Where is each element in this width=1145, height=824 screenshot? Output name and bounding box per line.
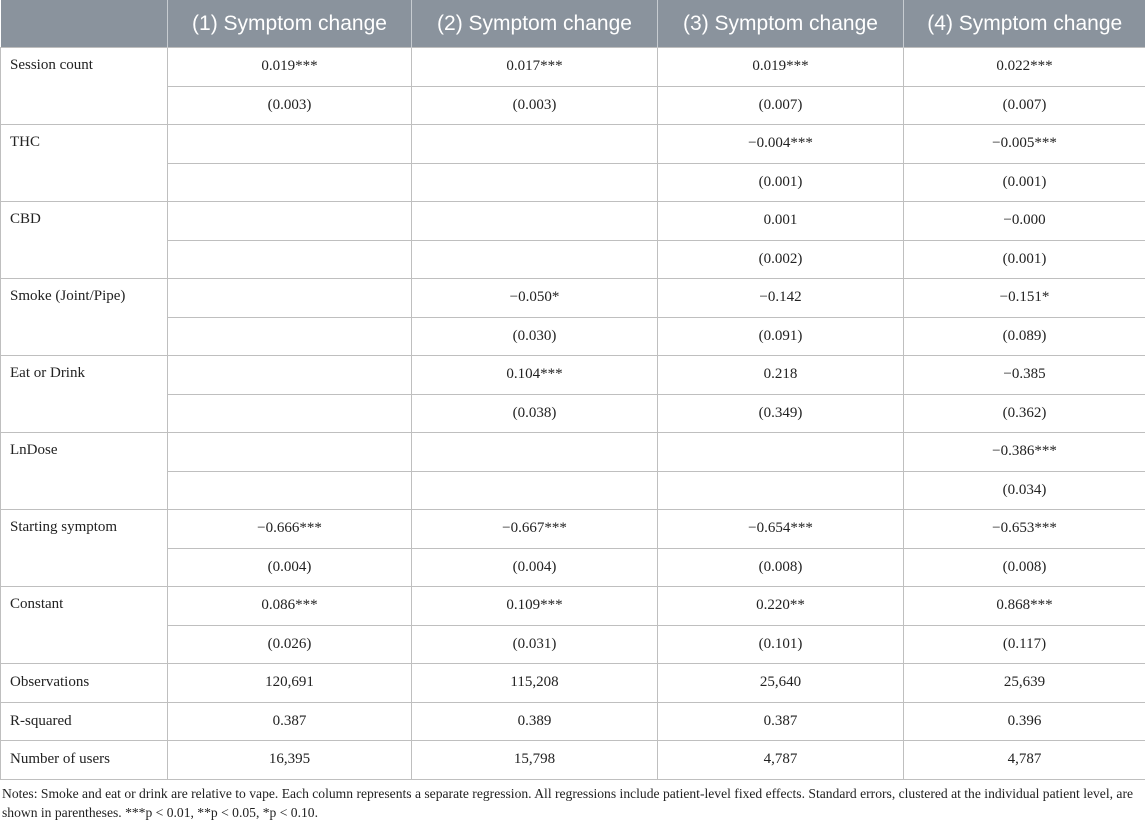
coefficient-cell: 0.220** [658, 587, 904, 626]
statistic-cell: 0.387 [658, 702, 904, 741]
coefficient-cell: −0.000 [904, 202, 1145, 241]
standard-error-cell: (0.004) [168, 548, 412, 587]
coefficient-cell: −0.151* [904, 279, 1145, 318]
row-label: THC [1, 125, 168, 202]
standard-error-cell [412, 471, 658, 510]
standard-error-cell: (0.001) [904, 163, 1145, 202]
coefficient-cell: 0.001 [658, 202, 904, 241]
row-label: Starting symptom [1, 510, 168, 587]
row-label: R-squared [1, 702, 168, 741]
standard-error-cell [658, 471, 904, 510]
statistic-cell: 4,787 [658, 741, 904, 780]
statistic-cell: 15,798 [412, 741, 658, 780]
row-label: Number of users [1, 741, 168, 780]
table-row [1, 356, 1145, 395]
coefficient-cell: −0.005*** [904, 125, 1145, 164]
statistic-cell: 25,639 [904, 664, 1145, 703]
coefficient-cell: −0.004*** [658, 125, 904, 164]
standard-error-cell [168, 317, 412, 356]
row-label: Eat or Drink [1, 356, 168, 433]
standard-error-cell: (0.031) [412, 625, 658, 664]
table-row [1, 548, 1145, 587]
standard-error-cell [412, 240, 658, 279]
standard-error-cell: (0.008) [658, 548, 904, 587]
coefficient-cell: 0.218 [658, 356, 904, 395]
standard-error-cell [168, 471, 412, 510]
standard-error-cell: (0.038) [412, 394, 658, 433]
statistic-cell: 0.389 [412, 702, 658, 741]
header-cell-model-2: (2) Symptom change [412, 0, 658, 48]
statistic-cell: 4,787 [904, 741, 1145, 780]
table-row [1, 702, 1145, 741]
header-cell-model-1: (1) Symptom change [168, 0, 412, 48]
coefficient-cell [168, 202, 412, 241]
standard-error-cell: (0.001) [904, 240, 1145, 279]
coefficient-cell [168, 125, 412, 164]
standard-error-cell: (0.003) [412, 86, 658, 125]
coefficient-cell [412, 202, 658, 241]
standard-error-cell: (0.362) [904, 394, 1145, 433]
standard-error-cell: (0.030) [412, 317, 658, 356]
header-cell-model-3: (3) Symptom change [658, 0, 904, 48]
table-row [1, 202, 1145, 241]
table-row [1, 664, 1145, 703]
table-body [1, 48, 1145, 780]
table-row [1, 125, 1145, 164]
standard-error-cell: (0.349) [658, 394, 904, 433]
coefficient-cell [168, 279, 412, 318]
coefficient-cell: −0.653*** [904, 510, 1145, 549]
table-row [1, 587, 1145, 626]
standard-error-cell: (0.034) [904, 471, 1145, 510]
header-row [1, 0, 1145, 48]
coefficient-cell [412, 433, 658, 472]
coefficient-cell: 0.017*** [412, 48, 658, 87]
row-label: Smoke (Joint/Pipe) [1, 279, 168, 356]
statistic-cell: 0.387 [168, 702, 412, 741]
standard-error-cell: (0.003) [168, 86, 412, 125]
standard-error-cell: (0.089) [904, 317, 1145, 356]
table-row [1, 279, 1145, 318]
table-row [1, 433, 1145, 472]
standard-error-cell [168, 394, 412, 433]
standard-error-cell: (0.008) [904, 548, 1145, 587]
coefficient-cell: 0.104*** [412, 356, 658, 395]
statistic-cell: 120,691 [168, 664, 412, 703]
header-cell-stub [1, 0, 168, 48]
standard-error-cell: (0.026) [168, 625, 412, 664]
standard-error-cell: (0.101) [658, 625, 904, 664]
table-row [1, 625, 1145, 664]
table-row [1, 510, 1145, 549]
table-notes: Notes: Smoke and eat or drink are relative to vape. Each column represents a separate regression. All regressions include patient-level fixed effects. Standard errors, clustered at the individual patient level, are shown in parentheses. ***p < 0.01, **p < 0.05, *p < 0.10. [2, 786, 1134, 820]
coefficient-cell: −0.667*** [412, 510, 658, 549]
row-label: Observations [1, 664, 168, 703]
row-label: Constant [1, 587, 168, 664]
table-row [1, 741, 1145, 780]
table-row [1, 163, 1145, 202]
coefficient-cell: 0.019*** [658, 48, 904, 87]
row-label: LnDose [1, 433, 168, 510]
standard-error-cell: (0.091) [658, 317, 904, 356]
statistic-cell: 0.396 [904, 702, 1145, 741]
statistic-cell: 115,208 [412, 664, 658, 703]
row-label: CBD [1, 202, 168, 279]
coefficient-cell: −0.386*** [904, 433, 1145, 472]
standard-error-cell [168, 240, 412, 279]
coefficient-cell: −0.654*** [658, 510, 904, 549]
coefficient-cell [412, 125, 658, 164]
coefficient-cell: 0.086*** [168, 587, 412, 626]
coefficient-cell: −0.050* [412, 279, 658, 318]
standard-error-cell: (0.117) [904, 625, 1145, 664]
coefficient-cell: −0.385 [904, 356, 1145, 395]
table-row [1, 48, 1145, 87]
table-row [1, 240, 1145, 279]
table-row [1, 317, 1145, 356]
coefficient-cell: 0.109*** [412, 587, 658, 626]
standard-error-cell: (0.007) [658, 86, 904, 125]
coefficient-cell [168, 433, 412, 472]
table-row [1, 471, 1145, 510]
coefficient-cell: −0.142 [658, 279, 904, 318]
coefficient-cell: 0.868*** [904, 587, 1145, 626]
coefficient-cell: −0.666*** [168, 510, 412, 549]
coefficient-cell: 0.022*** [904, 48, 1145, 87]
standard-error-cell: (0.007) [904, 86, 1145, 125]
header-cell-model-4: (4) Symptom change [904, 0, 1145, 48]
row-label: Session count [1, 48, 168, 125]
coefficient-cell [658, 433, 904, 472]
statistic-cell: 25,640 [658, 664, 904, 703]
statistic-cell: 16,395 [168, 741, 412, 780]
table-row [1, 394, 1145, 433]
standard-error-cell: (0.002) [658, 240, 904, 279]
standard-error-cell: (0.001) [658, 163, 904, 202]
coefficient-cell: 0.019*** [168, 48, 412, 87]
coefficient-cell [168, 356, 412, 395]
table-row [1, 86, 1145, 125]
standard-error-cell: (0.004) [412, 548, 658, 587]
standard-error-cell [168, 163, 412, 202]
standard-error-cell [412, 163, 658, 202]
